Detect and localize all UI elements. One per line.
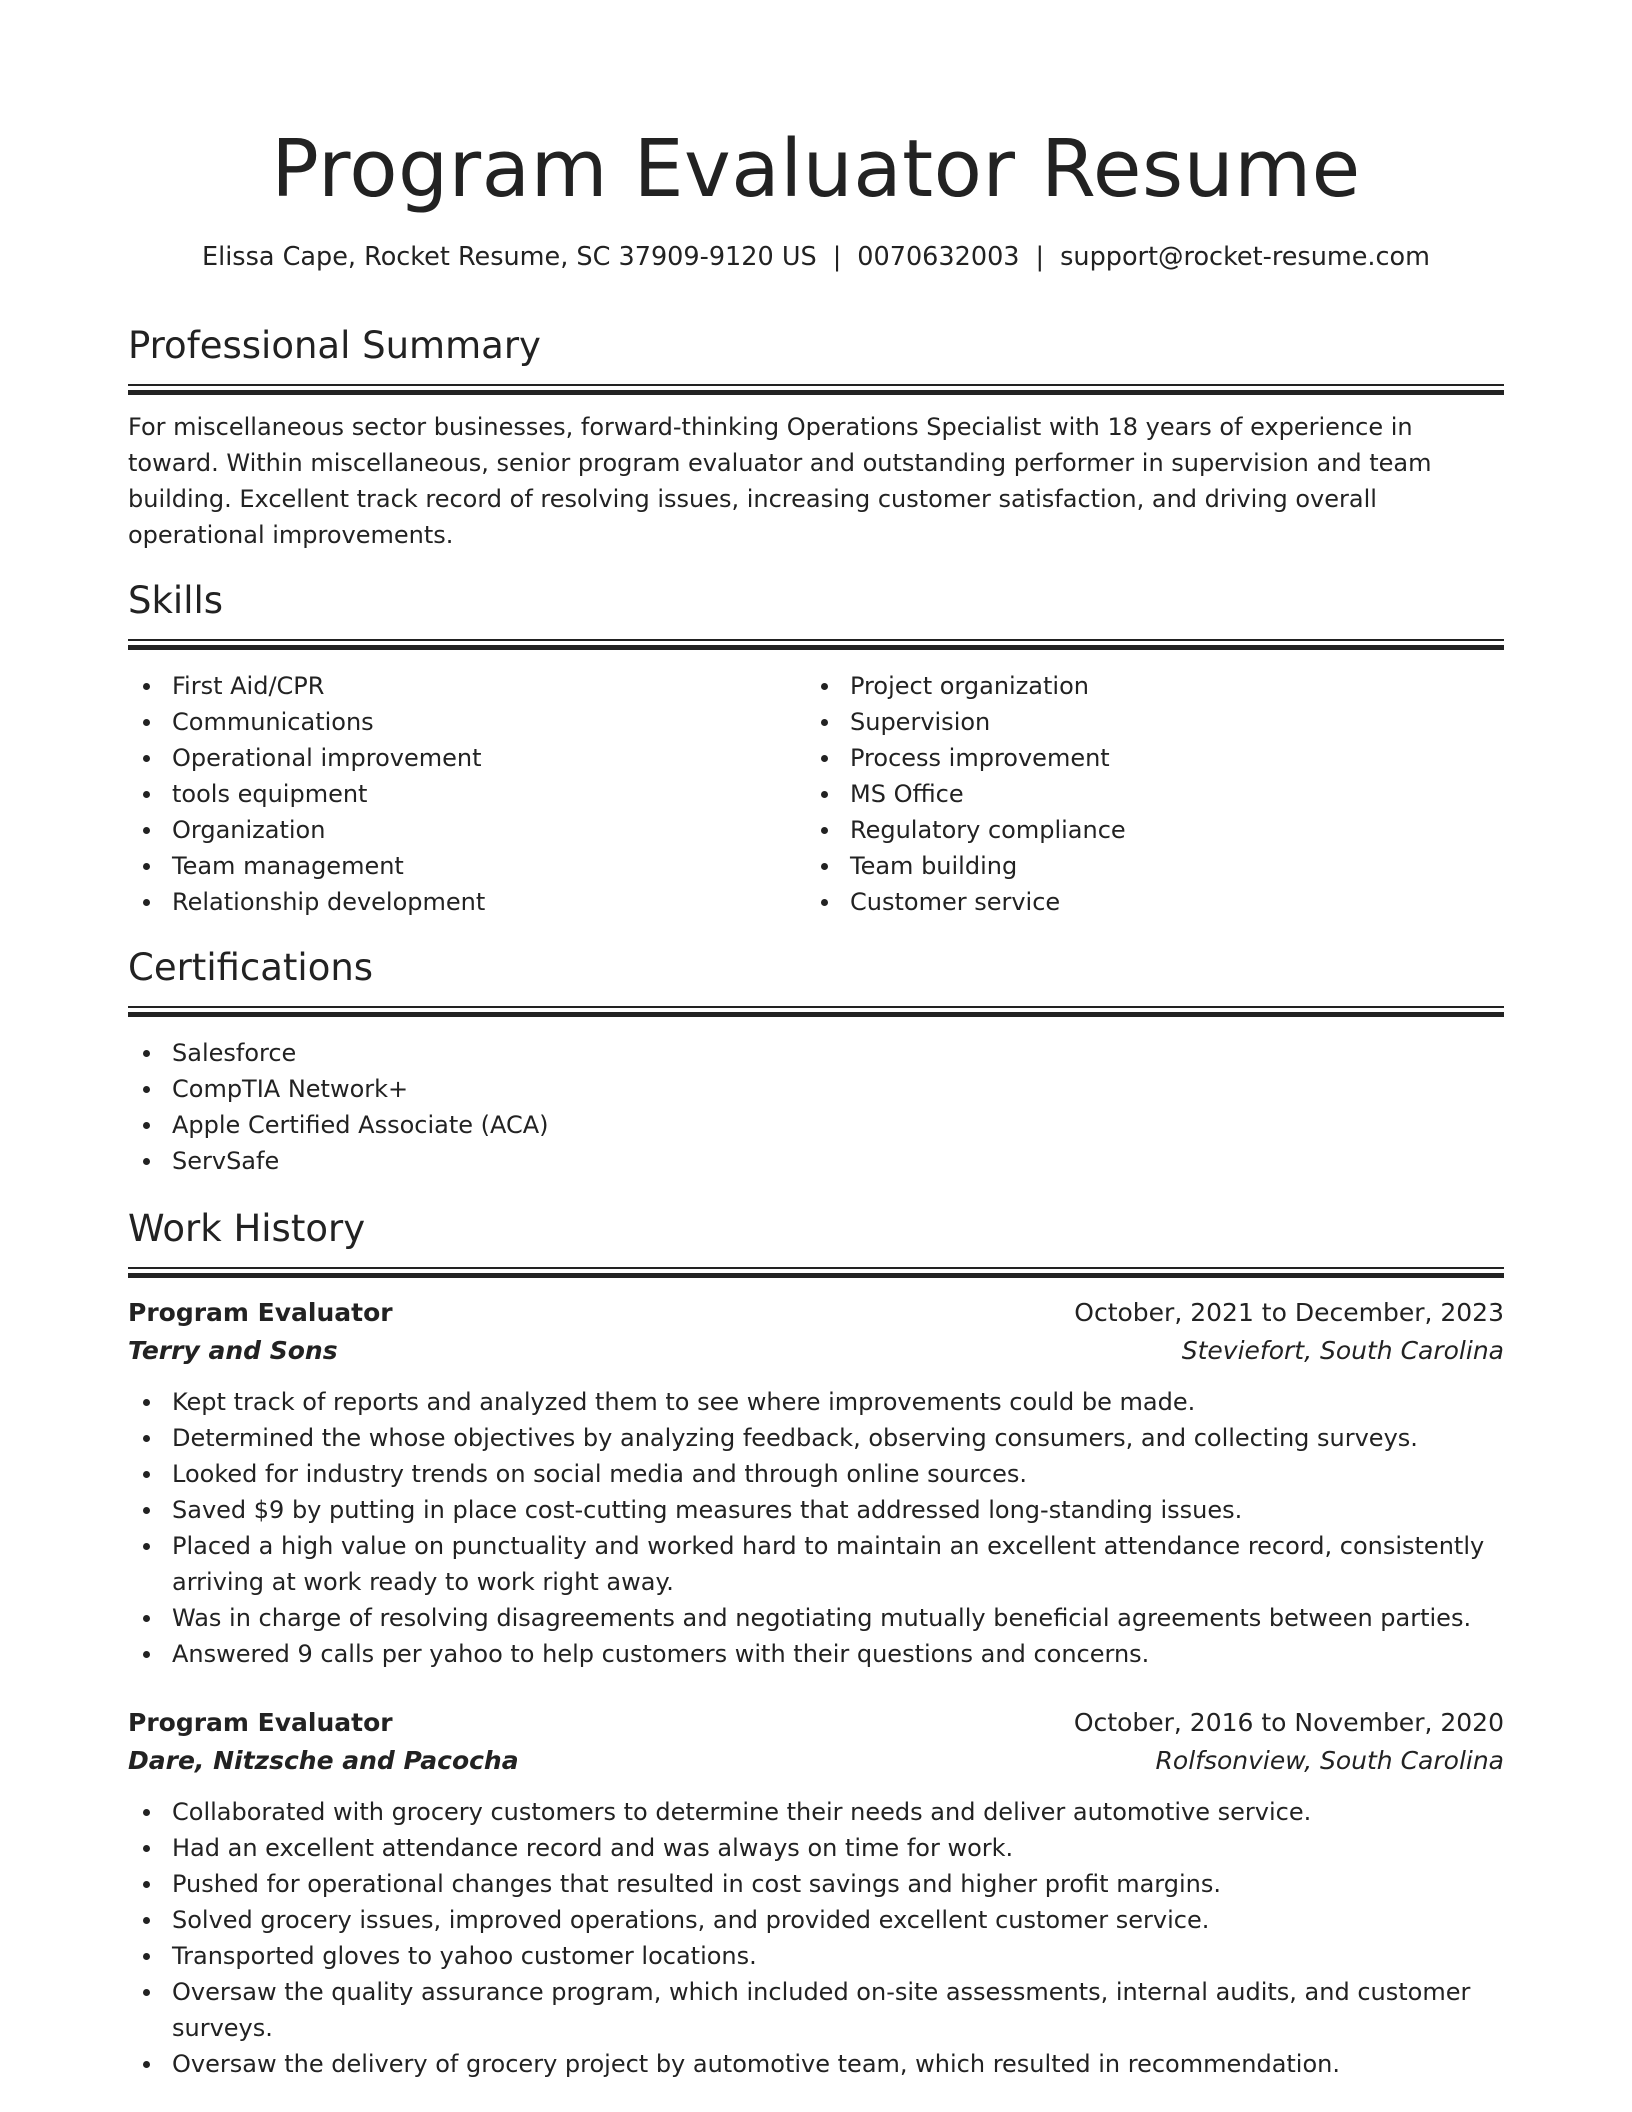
skill-item: tools equipment (128, 776, 806, 812)
skill-item: Regulatory compliance (806, 812, 1484, 848)
work-history-heading: Work History (128, 1207, 366, 1250)
summary-text: For miscellaneous sector businesses, forward-thinking Operations Specialist with 18 years of experience in toward. Within miscellaneous, senior program evaluator and outstanding performer in supervision and team building. Excellent track record of resolving issues, increasing customer satisfaction, and driving overall operational improvements. (128, 413, 1432, 549)
section-divider (128, 384, 1504, 397)
contact-address: Elissa Cape, Rocket Resume, SC 37909-9120 US (202, 242, 817, 272)
skill-item: Team building (806, 848, 1484, 884)
skill-item: Operational improvement (128, 740, 806, 776)
job-dates: October, 2021 to December, 2023 (1074, 1298, 1504, 1327)
page-title: Program Evaluator Resume (271, 123, 1361, 215)
job-header-row (128, 1704, 1504, 1742)
summary-heading: Professional Summary (128, 324, 541, 367)
skills-section (128, 577, 1504, 920)
job-company: Dare, Nitzsche and Pacocha (128, 1746, 519, 1775)
job-bullet: Determined the whose objectives by analyzing feedback, observing consumers, and collecting surveys. (128, 1420, 1504, 1456)
job-title: Program Evaluator (128, 1298, 393, 1327)
job-dates: October, 2016 to November, 2020 (1073, 1708, 1504, 1737)
skills-grid (128, 668, 1504, 920)
skill-item: Communications (128, 704, 806, 740)
certifications-section (128, 944, 1504, 1179)
job-bullet: Placed a high value on punctuality and worked hard to maintain an excellent attendance record, consistently arriving at work ready to work right away. (128, 1528, 1504, 1600)
certification-item: Apple Certified Associate (ACA) (128, 1107, 1504, 1143)
job-bullet-list (128, 1384, 1504, 1672)
job-bullet: Kept track of reports and analyzed them to see where improvements could be made. (128, 1384, 1504, 1420)
job-bullet: Looked for industry trends on social media and through online sources. (128, 1456, 1504, 1492)
section-divider (128, 1267, 1504, 1280)
contact-separator: | (832, 242, 842, 272)
contact-separator: | (1035, 242, 1045, 272)
skill-item: Relationship development (128, 884, 806, 920)
job-bullet: Collaborated with grocery customers to determine their needs and deliver automotive service. (128, 1794, 1504, 1830)
job-bullet: Pushed for operational changes that resulted in cost savings and higher profit margins. (128, 1866, 1504, 1902)
job-title: Program Evaluator (128, 1708, 393, 1737)
job-bullet-list (128, 1794, 1504, 2082)
job-subheader-row (128, 1742, 1504, 1780)
job-entry (128, 1704, 1504, 2082)
job-company: Terry and Sons (128, 1336, 338, 1365)
job-bullet: Saved $9 by putting in place cost-cutting measures that addressed long-standing issues. (128, 1492, 1504, 1528)
job-location: Steviefort, South Carolina (1181, 1336, 1504, 1365)
contact-line (128, 240, 1504, 274)
work-history-section (128, 1205, 1504, 2082)
job-bullet: Answered 9 calls per yahoo to help customers with their questions and concerns. (128, 1636, 1504, 1672)
resume-page (128, 0, 1504, 2082)
job-bullet: Was in charge of resolving disagreements and negotiating mutually beneficial agreements between parties. (128, 1600, 1504, 1636)
job-entry (128, 1294, 1504, 1672)
certifications-list (128, 1035, 1504, 1179)
skills-list-left (128, 668, 806, 920)
certification-item: Salesforce (128, 1035, 1504, 1071)
certification-item: CompTIA Network+ (128, 1071, 1504, 1107)
skills-list-right (806, 668, 1484, 920)
skill-item: Organization (128, 812, 806, 848)
skill-item: First Aid/CPR (128, 668, 806, 704)
section-divider (128, 1006, 1504, 1019)
job-subheader-row (128, 1332, 1504, 1370)
contact-phone: 0070632003 (857, 242, 1020, 272)
job-bullet: Oversaw the quality assurance program, which included on-site assessments, internal audits, and customer surveys. (128, 1974, 1504, 2046)
skill-item: Customer service (806, 884, 1484, 920)
job-location: Rolfsonview, South Carolina (1155, 1746, 1504, 1775)
skill-item: Supervision (806, 704, 1484, 740)
skill-item: Team management (128, 848, 806, 884)
job-bullet: Oversaw the delivery of grocery project by automotive team, which resulted in recommendation. (128, 2046, 1504, 2082)
section-divider (128, 639, 1504, 652)
skill-item: Process improvement (806, 740, 1484, 776)
certifications-heading: Certifications (128, 946, 374, 989)
certification-item: ServSafe (128, 1143, 1504, 1179)
skill-item: Project organization (806, 668, 1484, 704)
summary-section (128, 322, 1504, 553)
contact-email: support@rocket-resume.com (1060, 242, 1430, 272)
skill-item: MS Office (806, 776, 1484, 812)
job-header-row (128, 1294, 1504, 1332)
job-bullet: Solved grocery issues, improved operations, and provided excellent customer service. (128, 1902, 1504, 1938)
job-bullet: Transported gloves to yahoo customer locations. (128, 1938, 1504, 1974)
job-bullet: Had an excellent attendance record and was always on time for work. (128, 1830, 1504, 1866)
skills-heading: Skills (128, 579, 224, 622)
